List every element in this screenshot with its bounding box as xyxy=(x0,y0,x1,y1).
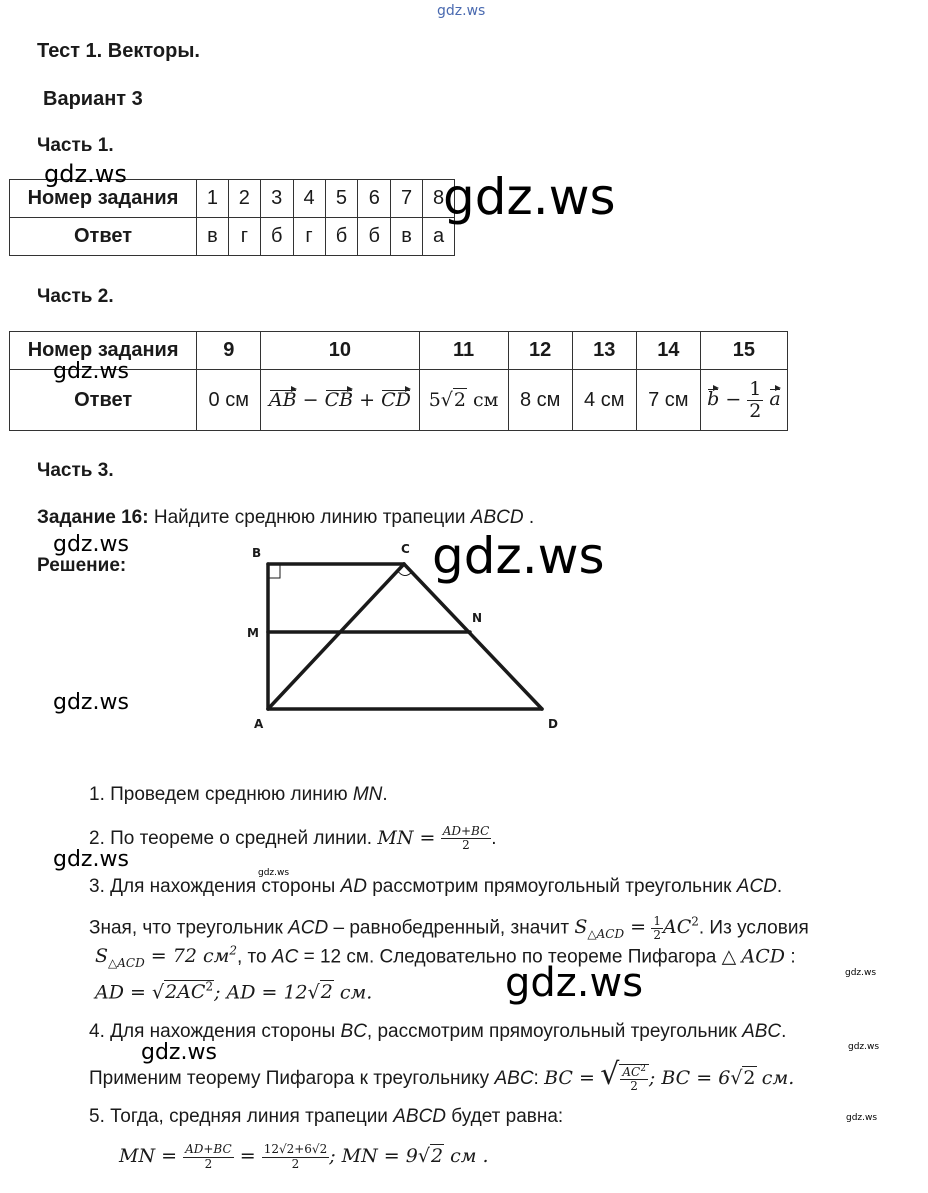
part2-answer-label: Ответ xyxy=(10,370,197,431)
watermark: gdz.ws xyxy=(845,968,877,978)
step3-l2c: . Из условия xyxy=(698,917,809,939)
step4-l2a: Применим теорему Пифагора к треугольнику xyxy=(89,1068,490,1089)
area-symbol: S xyxy=(95,945,109,968)
sqrt-sign: √ xyxy=(417,1145,430,1167)
part1-answer-cell: б xyxy=(325,218,358,256)
power: 2 xyxy=(640,1064,646,1075)
step1-var: MN xyxy=(352,784,383,805)
step3-l3a: , то xyxy=(237,946,267,968)
right-angle-mark-b xyxy=(268,564,280,578)
part1-task-cell: 2 xyxy=(228,180,260,218)
part1-answer-cell: а xyxy=(423,218,455,256)
solution-label: Решение: xyxy=(37,555,127,576)
step3-half xyxy=(651,915,663,942)
step3-l4a: AD = xyxy=(95,981,146,1004)
frac-den: 2 xyxy=(204,1156,213,1171)
part2-task-cell: 11 xyxy=(419,332,508,370)
step4-l2c: см. xyxy=(761,1067,795,1089)
step3-l2b: – равнобедренный, значит xyxy=(333,917,570,939)
part2-task-cell: 13 xyxy=(572,332,636,370)
watermark: gdz.ws xyxy=(505,960,644,1006)
part2-answer-cell: 7 см xyxy=(636,370,700,431)
task16-label: Задание 16: xyxy=(37,507,149,528)
part1-task-cell: 8 xyxy=(423,180,455,218)
area-subscript: △ACD xyxy=(587,927,625,942)
part2-answer-cell: 0 см xyxy=(197,370,261,431)
step2-lhs: MN = xyxy=(377,827,436,849)
frac-num: 1 xyxy=(749,377,762,400)
frac-num: AD+BC xyxy=(185,1142,232,1157)
part2-heading: Часть 2. xyxy=(37,286,114,307)
step5-l1a: 5. Тогда, средняя линия трапеции xyxy=(89,1106,388,1127)
part1-answer-cell: б xyxy=(260,218,293,256)
watermark: gdz.ws xyxy=(53,359,129,384)
step4-radicand: 2 xyxy=(743,1067,756,1089)
step5-fraction-2 xyxy=(262,1143,330,1170)
watermark: gdz.ws xyxy=(44,160,127,188)
vector-a: a xyxy=(769,388,781,410)
step4-l2-var: ABC xyxy=(494,1068,534,1089)
watermark: gdz.ws xyxy=(53,847,129,872)
step5-l1b: будет равна: xyxy=(451,1106,564,1127)
power: 2 xyxy=(229,944,237,958)
watermark: gdz.ws xyxy=(848,1042,880,1052)
step3-var-acd: ACD xyxy=(736,876,777,897)
power: 2 xyxy=(205,980,214,994)
frac-den: 2 xyxy=(462,838,470,853)
step1-text: 1. Проведем среднюю линию xyxy=(89,784,348,805)
vector-cb: CB xyxy=(324,389,354,411)
watermark: gdz.ws xyxy=(53,690,129,715)
step3-area xyxy=(574,916,647,942)
task16 xyxy=(37,507,534,529)
step5-l2b: ; MN = 9 xyxy=(329,1145,418,1167)
step-3-line-4 xyxy=(95,980,372,1003)
step3-l1-end: . xyxy=(776,876,783,897)
part1-answer-cell: в xyxy=(197,218,229,256)
step2-text: 2. По теореме о средней линии. xyxy=(89,828,373,849)
sqrt-sign: √ xyxy=(151,981,165,1004)
part2-answer-cell: 4 см xyxy=(572,370,636,431)
label-b: B xyxy=(252,546,262,560)
label-n: N xyxy=(472,611,483,625)
step2-fraction xyxy=(441,825,492,852)
area-value: = 72 см xyxy=(150,945,230,968)
step5-radicand: 2 xyxy=(430,1145,444,1167)
a11-unit: см xyxy=(473,389,499,411)
side-cd xyxy=(404,564,542,709)
task16-end: . xyxy=(528,507,535,528)
label-c: C xyxy=(401,542,410,556)
vector-ab: AB xyxy=(268,389,297,411)
frac-num xyxy=(620,1065,648,1080)
step3-radicand2: 2 xyxy=(320,981,333,1004)
watermark: gdz.ws xyxy=(846,1113,878,1123)
part1-task-cell: 6 xyxy=(358,180,391,218)
step3-l2-var: ACD xyxy=(288,917,329,939)
step4-var-bc: BC xyxy=(340,1021,367,1042)
vector-cd: CD xyxy=(381,389,411,411)
part1-table xyxy=(9,179,455,256)
part2-task-cell: 14 xyxy=(636,332,700,370)
part1-answer-cell: г xyxy=(228,218,260,256)
fraction-half xyxy=(747,379,763,422)
step3-l1b: рассмотрим прямоугольный треугольник xyxy=(372,876,732,897)
step-2 xyxy=(89,818,497,859)
area-subscript: △ACD xyxy=(108,956,145,971)
part3-heading: Часть 3. xyxy=(37,460,114,481)
diagonal-ac xyxy=(268,564,404,709)
part1-task-cell: 3 xyxy=(260,180,293,218)
sqrt-sign: √ xyxy=(730,1067,743,1089)
part2-task-cell: 15 xyxy=(700,332,787,370)
step3-l3-var: AC xyxy=(271,946,299,968)
watermark: gdz.ws xyxy=(53,532,129,557)
part1-answer-label: Ответ xyxy=(10,218,197,256)
top-watermark: gdz.ws xyxy=(437,3,486,19)
sqrt-sign: √ xyxy=(307,981,320,1004)
step4-l1a: 4. Для нахождения стороны xyxy=(89,1021,336,1042)
frac-num: 1 xyxy=(653,913,661,928)
part2-task-label: Номер задания xyxy=(10,332,197,370)
equals-sign: = xyxy=(630,916,647,939)
radicand-text: 2AC xyxy=(165,981,206,1004)
frac-num: AD+BC xyxy=(442,824,490,839)
step4-l2-colon: : xyxy=(533,1068,539,1089)
step-1 xyxy=(89,784,388,806)
part2-task-cell: 9 xyxy=(197,332,261,370)
step-3-line-3 xyxy=(95,944,796,970)
sqrt-sign: √ xyxy=(440,389,453,411)
op-minus: − xyxy=(302,389,319,411)
step1-end: . xyxy=(382,784,388,805)
area-symbol: S xyxy=(574,916,588,939)
part1-task-cell: 1 xyxy=(197,180,229,218)
step3-l1a: 3. Для нахождения стороны xyxy=(89,876,336,897)
frac-den: 2 xyxy=(291,1156,300,1171)
step3-var-ad: AD xyxy=(340,876,367,897)
part1-task-cell: 4 xyxy=(293,180,325,218)
step3-l4c: см. xyxy=(339,981,373,1004)
watermark: gdz.ws xyxy=(258,868,290,878)
step5-fraction-1 xyxy=(183,1143,234,1170)
vector-b: b xyxy=(707,388,720,410)
step3-radicand xyxy=(164,980,214,1003)
task16-var: ABCD xyxy=(470,507,524,528)
step4-l1b: , рассмотрим прямоугольный треугольник xyxy=(366,1021,737,1042)
right-angle-mark-c xyxy=(397,570,412,576)
part1-answer-row xyxy=(10,218,455,256)
part1-task-label: Номер задания xyxy=(10,180,197,218)
watermark: gdz.ws xyxy=(141,1040,217,1065)
step3-l3c: : xyxy=(790,946,796,968)
part2-answer-cell: 8 см xyxy=(508,370,572,431)
part1-task-cell: 7 xyxy=(391,180,423,218)
label-m: M xyxy=(247,626,259,640)
num-text: AC xyxy=(622,1065,641,1080)
step-5-line-1 xyxy=(89,1106,563,1128)
part1-task-cell: 5 xyxy=(325,180,358,218)
variant-text: Вариант 3 xyxy=(43,88,143,110)
step3-l4b: ; AD = 12 xyxy=(214,981,308,1004)
step3-l3-var2: ACD xyxy=(741,945,786,968)
step4-sqrt-fraction xyxy=(619,1064,649,1093)
part1-answer-cell: г xyxy=(293,218,325,256)
power: 2 xyxy=(691,915,699,929)
step2-end: . xyxy=(491,828,497,849)
step-3-line-1 xyxy=(89,876,782,898)
step3-ac2 xyxy=(663,916,699,938)
step-5-line-2 xyxy=(119,1134,489,1178)
label-d: D xyxy=(548,717,558,731)
op-plus: + xyxy=(359,389,376,411)
step5-lhs: MN = xyxy=(119,1145,178,1167)
frac-den: 2 xyxy=(749,399,762,422)
step5-var: ABCD xyxy=(393,1106,447,1127)
task16-text: Найдите среднюю линию трапеции xyxy=(153,507,466,528)
step4-l2b: ; BC = 6 xyxy=(648,1067,731,1089)
a11-radicand: 2 xyxy=(453,389,466,411)
sqrt-sign: √ xyxy=(600,1057,620,1092)
step4-var-abc: ABC xyxy=(742,1021,782,1042)
frac-den: 2 xyxy=(630,1079,638,1094)
a11-coef: 5 xyxy=(428,389,441,411)
part2-task-cell: 10 xyxy=(261,332,419,370)
part2-task-cell: 12 xyxy=(508,332,572,370)
variant-heading xyxy=(43,88,143,111)
step3-l2a: Зная, что треугольник xyxy=(89,917,283,939)
part2-answer-cell xyxy=(419,370,508,431)
ac-symbol: AC xyxy=(662,916,692,939)
op-minus: − xyxy=(725,388,742,410)
part2-answer-cell xyxy=(700,370,787,431)
frac-den: 2 xyxy=(653,927,661,942)
part1-heading: Часть 1. xyxy=(37,135,114,156)
step3-l3b: = 12 см. Следовательно по теореме Пифагора △ xyxy=(303,946,737,968)
step4-l1-end: . xyxy=(781,1021,787,1042)
step3-l3-area xyxy=(95,944,237,971)
step5-l2c: см . xyxy=(450,1145,489,1167)
frac-num: 12√2+6√2 xyxy=(263,1142,328,1157)
watermark: gdz.ws xyxy=(443,168,616,226)
part1-answer-cell: б xyxy=(358,218,391,256)
watermark: gdz.ws xyxy=(432,527,605,585)
test-title: Тест 1. Векторы. xyxy=(37,40,200,62)
step4-lhs: BC = xyxy=(544,1067,595,1089)
part2-answer-cell xyxy=(261,370,419,431)
label-a: A xyxy=(254,717,264,731)
part1-answer-cell: в xyxy=(391,218,423,256)
equals-sign: = xyxy=(239,1145,256,1167)
